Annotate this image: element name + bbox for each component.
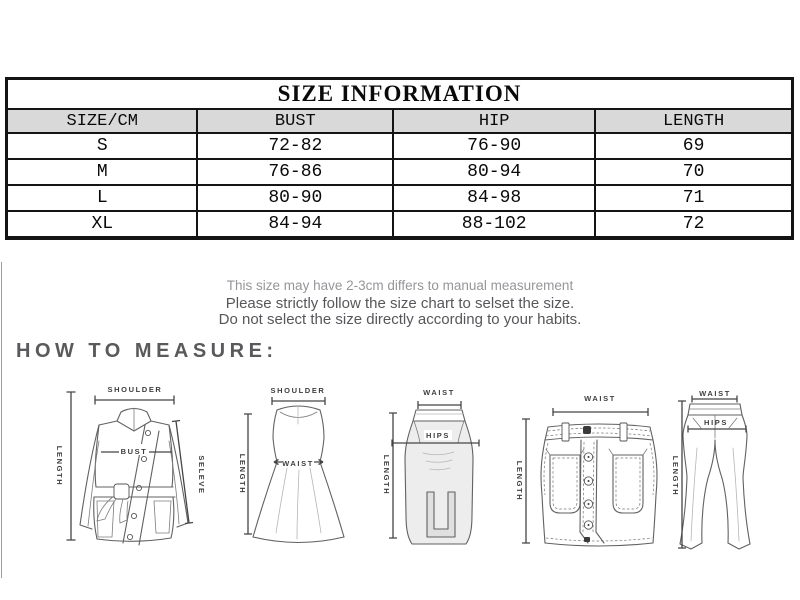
cell-bust: 76-86	[197, 159, 393, 185]
dress-waist-label: WAIST	[282, 459, 314, 468]
cell-size: M	[7, 159, 198, 185]
mini-skirt-waist-label: WAIST	[584, 394, 616, 403]
cell-hip: 80-94	[393, 159, 595, 185]
cell-length: 72	[595, 211, 792, 238]
column-header-size: SIZE/CM	[7, 109, 198, 133]
size-table-header-row	[7, 109, 793, 133]
note-tolerance: This size may have 2-3cm differs to manual measurement	[226, 278, 574, 293]
table-row-l	[7, 185, 793, 211]
pants-waist-label: WAIST	[699, 389, 731, 398]
size-notes	[0, 277, 800, 327]
cell-size: L	[7, 185, 198, 211]
dress-length-label: LENGTH	[238, 453, 247, 495]
column-header-length: LENGTH	[595, 109, 792, 133]
pants-length-label: LENGTH	[671, 455, 680, 497]
table-row-m	[7, 159, 793, 185]
cell-length: 69	[595, 133, 792, 159]
size-table-title: SIZE INFORMATION	[7, 79, 793, 110]
cell-bust: 72-82	[197, 133, 393, 159]
note-habits: Do not select the size directly according to your habits.	[218, 310, 582, 328]
size-table-title-row	[7, 79, 793, 110]
table-row-xl	[7, 211, 793, 238]
dress-shoulder-label: SHOULDER	[270, 386, 326, 395]
mini-skirt-length-label: LENGTH	[515, 460, 524, 502]
jacket-outline	[80, 408, 188, 545]
cell-size: XL	[7, 211, 198, 238]
pencil-skirt-hips-label: HIPS	[426, 431, 450, 440]
pants-measure-diagram	[658, 378, 793, 578]
mini-skirt-outline	[541, 423, 657, 546]
column-header-hip: HIP	[393, 109, 595, 133]
cell-hip: 84-98	[393, 185, 595, 211]
pants-hips-label: HIPS	[704, 418, 728, 427]
jacket-bust-label: BUST	[120, 447, 148, 456]
pencil-skirt-length-label: LENGTH	[382, 454, 391, 496]
cell-bust: 84-94	[197, 211, 393, 238]
cell-hip: 88-102	[393, 211, 595, 238]
image-left-edge-line	[1, 262, 2, 578]
jacket-length-label: LENGTH	[55, 445, 64, 487]
jacket-sleeve-label: SELEVE	[197, 455, 206, 495]
pencil-skirt-waist-label: WAIST	[423, 388, 455, 397]
pencil-skirt-measure-diagram	[368, 380, 488, 565]
cell-length: 71	[595, 185, 792, 211]
dress-measure-diagram	[233, 380, 358, 565]
jacket-shoulder-label: SHOULDER	[107, 385, 163, 394]
how-to-measure-heading: HOW TO MEASURE:	[16, 340, 278, 362]
dress-outline	[253, 406, 344, 543]
cell-hip: 76-90	[393, 133, 595, 159]
mini-skirt-measure-diagram	[508, 385, 658, 570]
table-row-s	[7, 133, 793, 159]
cell-length: 70	[595, 159, 792, 185]
size-chart-table	[5, 77, 794, 240]
column-header-bust: BUST	[197, 109, 393, 133]
jacket-measure-diagram	[35, 375, 220, 570]
note-follow-chart: Please strictly follow the size chart to selset the size.	[225, 295, 575, 312]
cell-bust: 80-90	[197, 185, 393, 211]
cell-size: S	[7, 133, 198, 159]
